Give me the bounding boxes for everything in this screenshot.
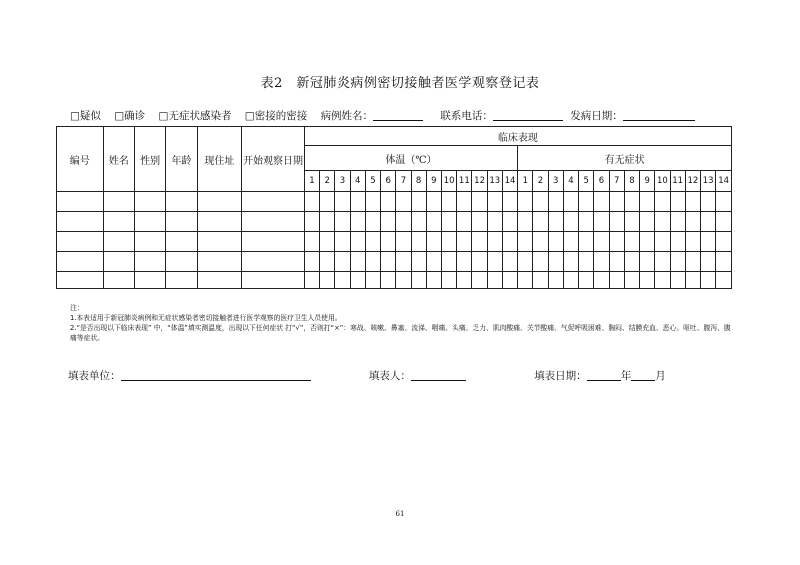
entry-cell[interactable]: [670, 272, 685, 289]
option-asymptomatic[interactable]: □无症状感染者: [158, 110, 232, 122]
entry-cell[interactable]: [197, 212, 242, 232]
entry-cell[interactable]: [533, 272, 548, 289]
entry-cell[interactable]: [609, 192, 624, 212]
entry-cell[interactable]: [242, 212, 305, 232]
entry-cell[interactable]: [655, 192, 670, 212]
entry-cell[interactable]: [197, 272, 242, 289]
phone-field[interactable]: [493, 120, 563, 121]
entry-cell[interactable]: [563, 272, 578, 289]
entry-cell[interactable]: [350, 252, 365, 272]
entry-cell[interactable]: [166, 192, 197, 212]
entry-cell[interactable]: [594, 192, 609, 212]
entry-cell[interactable]: [411, 252, 426, 272]
entry-cell[interactable]: [411, 212, 426, 232]
entry-cell[interactable]: [134, 252, 165, 272]
observation-table: [56, 126, 732, 289]
entry-cell[interactable]: [670, 192, 685, 212]
entry-cell[interactable]: [685, 272, 700, 289]
entry-cell[interactable]: [716, 212, 732, 232]
entry-cell[interactable]: [441, 252, 456, 272]
entry-cell[interactable]: [533, 252, 548, 272]
entry-cell[interactable]: [134, 212, 165, 232]
entry-cell[interactable]: [624, 252, 639, 272]
note-1: 1.本表适用于新冠肺炎病例和无症状感染者密切接触者进行医学观察的医疗卫生人员使用。: [70, 314, 342, 322]
symptom-day-header: 13: [700, 171, 715, 192]
entry-cell[interactable]: [624, 232, 639, 252]
entry-cell[interactable]: [624, 212, 639, 232]
entry-cell[interactable]: [487, 232, 502, 252]
entry-cell[interactable]: [103, 272, 134, 289]
entry-cell[interactable]: [103, 192, 134, 212]
entry-cell[interactable]: [350, 272, 365, 289]
entry-cell[interactable]: [166, 232, 197, 252]
page-title: 表2 新冠肺炎病例密切接触者医学观察登记表: [260, 76, 540, 91]
entry-cell[interactable]: [487, 192, 502, 212]
entry-cell[interactable]: [441, 232, 456, 252]
header-id: 编号: [57, 127, 104, 192]
entry-cell[interactable]: [381, 212, 396, 232]
entry-cell[interactable]: [563, 232, 578, 252]
entry-cell[interactable]: [502, 192, 517, 212]
entry-cell[interactable]: [197, 192, 242, 212]
entry-cell[interactable]: [242, 192, 305, 212]
temp-day-header: 12: [472, 171, 487, 192]
entry-cell[interactable]: [670, 252, 685, 272]
entry-cell[interactable]: [304, 192, 319, 212]
entry-cell[interactable]: [365, 192, 380, 212]
entry-cell[interactable]: [594, 212, 609, 232]
table-row: [57, 272, 732, 289]
entry-cell[interactable]: [579, 252, 594, 272]
entry-cell[interactable]: [396, 272, 411, 289]
entry-cell[interactable]: [655, 272, 670, 289]
case-name-label: 病例姓名：: [320, 110, 374, 122]
entry-cell[interactable]: [700, 212, 715, 232]
entry-cell[interactable]: [396, 232, 411, 252]
entry-cell[interactable]: [242, 272, 305, 289]
entry-cell[interactable]: [594, 252, 609, 272]
entry-cell[interactable]: [594, 232, 609, 252]
entry-cell[interactable]: [655, 232, 670, 252]
temp-day-header: 10: [441, 171, 456, 192]
entry-cell[interactable]: [134, 232, 165, 252]
entry-cell[interactable]: [411, 232, 426, 252]
table-row: [57, 252, 732, 272]
entry-cell[interactable]: [700, 272, 715, 289]
entry-cell[interactable]: [700, 232, 715, 252]
temp-day-header: 2: [320, 171, 335, 192]
entry-cell[interactable]: [548, 192, 563, 212]
entry-cell[interactable]: [411, 272, 426, 289]
temp-day-header: 5: [365, 171, 380, 192]
phone-label: 联系电话：: [440, 110, 493, 122]
entry-cell[interactable]: [320, 252, 335, 272]
entry-cell[interactable]: [57, 272, 104, 289]
temp-day-header: 14: [502, 171, 517, 192]
entry-cell[interactable]: [716, 272, 732, 289]
entry-cell[interactable]: [563, 192, 578, 212]
entry-cell[interactable]: [563, 252, 578, 272]
entry-cell[interactable]: [350, 232, 365, 252]
entry-cell[interactable]: [335, 212, 350, 232]
temp-day-header: 7: [396, 171, 411, 192]
entry-cell[interactable]: [304, 272, 319, 289]
temp-day-header: 9: [426, 171, 441, 192]
entry-cell[interactable]: [685, 192, 700, 212]
entry-cell[interactable]: [426, 192, 441, 212]
entry-cell[interactable]: [563, 212, 578, 232]
temp-day-header: 6: [381, 171, 396, 192]
entry-cell[interactable]: [166, 272, 197, 289]
header-gender: 性别: [134, 127, 165, 192]
entry-cell[interactable]: [441, 272, 456, 289]
entry-cell[interactable]: [441, 192, 456, 212]
entry-cell[interactable]: [609, 232, 624, 252]
entry-cell[interactable]: [457, 272, 472, 289]
entry-cell[interactable]: [457, 192, 472, 212]
entry-cell[interactable]: [320, 272, 335, 289]
temp-day-header: 13: [487, 171, 502, 192]
entry-cell[interactable]: [579, 272, 594, 289]
entry-cell[interactable]: [700, 252, 715, 272]
header-clinical: 临床表现: [304, 127, 731, 146]
entry-cell[interactable]: [472, 192, 487, 212]
entry-cell[interactable]: [396, 212, 411, 232]
entry-cell[interactable]: [533, 192, 548, 212]
entry-cell[interactable]: [548, 252, 563, 272]
entry-cell[interactable]: [457, 252, 472, 272]
entry-cell[interactable]: [472, 252, 487, 272]
entry-cell[interactable]: [716, 232, 732, 252]
entry-cell[interactable]: [533, 212, 548, 232]
page-number: 61: [395, 510, 405, 518]
entry-cell[interactable]: [579, 232, 594, 252]
entry-cell[interactable]: [166, 212, 197, 232]
person-label: 填表人：: [368, 370, 411, 382]
temp-day-header: 11: [457, 171, 472, 192]
entry-cell[interactable]: [472, 232, 487, 252]
entry-cell[interactable]: [502, 232, 517, 252]
notes: [70, 303, 735, 343]
entry-cell[interactable]: [320, 192, 335, 212]
entry-cell[interactable]: [548, 212, 563, 232]
entry-cell[interactable]: [320, 212, 335, 232]
option-row: [70, 108, 740, 123]
entry-cell[interactable]: [381, 232, 396, 252]
entry-cell[interactable]: [640, 272, 655, 289]
entry-cell[interactable]: [640, 212, 655, 232]
entry-cell[interactable]: [426, 272, 441, 289]
entry-cell[interactable]: [242, 232, 305, 252]
entry-cell[interactable]: [472, 212, 487, 232]
header-temperature: 体温（℃）: [304, 146, 517, 171]
entry-cell[interactable]: [502, 272, 517, 289]
entry-cell[interactable]: [304, 232, 319, 252]
entry-cell[interactable]: [487, 252, 502, 272]
entry-cell[interactable]: [518, 192, 533, 212]
header-address: 现住址: [197, 127, 242, 192]
entry-cell[interactable]: [700, 192, 715, 212]
entry-cell[interactable]: [197, 232, 242, 252]
entry-cell[interactable]: [624, 272, 639, 289]
entry-cell[interactable]: [518, 232, 533, 252]
entry-cell[interactable]: [609, 212, 624, 232]
symptom-day-header: 7: [609, 171, 624, 192]
entry-cell[interactable]: [457, 212, 472, 232]
entry-cell[interactable]: [640, 192, 655, 212]
entry-cell[interactable]: [640, 252, 655, 272]
entry-cell[interactable]: [472, 272, 487, 289]
note-2: 2.“是否出现以下临床表现” 中，“体温”填实测温度，出现以下任何症状 打“√”，否则打“×”：寒战、咳嗽、鼻塞、流涕、咽痛、头痛、乏力、肌肉酸痛、关节酸痛、气促呼吸困难、胸闷、结膜充血、恶心、呕吐、腹泻、腹痛等症状。: [70, 324, 731, 342]
entry-cell[interactable]: [396, 192, 411, 212]
option-secondary-contact[interactable]: □密接的密接: [244, 110, 308, 122]
entry-cell[interactable]: [57, 252, 104, 272]
entry-cell[interactable]: [426, 232, 441, 252]
month-field[interactable]: [631, 380, 655, 381]
entry-cell[interactable]: [655, 212, 670, 232]
entry-cell[interactable]: [716, 192, 732, 212]
entry-cell[interactable]: [426, 212, 441, 232]
entry-cell[interactable]: [57, 192, 104, 212]
entry-cell[interactable]: [426, 252, 441, 272]
entry-cell[interactable]: [320, 232, 335, 252]
entry-cell[interactable]: [716, 252, 732, 272]
header-start-date: 开始观察日期: [242, 127, 305, 192]
entry-cell[interactable]: [57, 212, 104, 232]
entry-cell[interactable]: [518, 252, 533, 272]
entry-cell[interactable]: [579, 192, 594, 212]
case-name-field[interactable]: [373, 120, 423, 121]
entry-cell[interactable]: [350, 192, 365, 212]
table-row: [57, 192, 732, 212]
entry-cell[interactable]: [365, 272, 380, 289]
entry-cell[interactable]: [365, 212, 380, 232]
entry-cell[interactable]: [335, 272, 350, 289]
entry-cell[interactable]: [381, 272, 396, 289]
entry-cell[interactable]: [487, 272, 502, 289]
entry-cell[interactable]: [533, 232, 548, 252]
entry-cell[interactable]: [594, 272, 609, 289]
entry-cell[interactable]: [457, 232, 472, 252]
symptom-day-header: 10: [655, 171, 670, 192]
entry-cell[interactable]: [166, 252, 197, 272]
year-label: 年: [620, 370, 632, 382]
entry-cell[interactable]: [103, 212, 134, 232]
year-field[interactable]: [587, 380, 621, 381]
entry-cell[interactable]: [670, 212, 685, 232]
table-row: [57, 212, 732, 232]
unit-label: 填表单位：: [68, 370, 121, 382]
month-label: 月: [655, 370, 666, 382]
note-heading: 注：: [70, 304, 84, 312]
entry-cell[interactable]: [304, 252, 319, 272]
entry-cell[interactable]: [518, 212, 533, 232]
entry-cell[interactable]: [57, 232, 104, 252]
temp-day-header: 3: [335, 171, 350, 192]
header-symptom: 有无症状: [518, 146, 732, 171]
symptom-day-header: 5: [579, 171, 594, 192]
entry-cell[interactable]: [685, 212, 700, 232]
entry-cell[interactable]: [441, 212, 456, 232]
symptom-day-header: 12: [685, 171, 700, 192]
header-name: 姓名: [103, 127, 134, 192]
entry-cell[interactable]: [518, 272, 533, 289]
symptom-day-header: 1: [518, 171, 533, 192]
symptom-day-header: 4: [563, 171, 578, 192]
entry-cell[interactable]: [365, 232, 380, 252]
symptom-day-header: 6: [594, 171, 609, 192]
symptom-day-header: 2: [533, 171, 548, 192]
onset-date-field[interactable]: [623, 120, 695, 121]
entry-cell[interactable]: [502, 252, 517, 272]
entry-cell[interactable]: [396, 252, 411, 272]
entry-cell[interactable]: [335, 192, 350, 212]
entry-cell[interactable]: [487, 212, 502, 232]
entry-cell[interactable]: [304, 212, 319, 232]
entry-cell[interactable]: [411, 192, 426, 212]
date-label: 填表日期：: [534, 370, 587, 382]
onset-date-label: 发病日期：: [570, 110, 623, 122]
option-confirmed[interactable]: □确诊: [114, 110, 146, 122]
entry-cell[interactable]: [381, 192, 396, 212]
entry-cell[interactable]: [197, 252, 242, 272]
unit-field[interactable]: [121, 380, 311, 381]
table-row: [57, 232, 732, 252]
entry-cell[interactable]: [548, 232, 563, 252]
entry-cell[interactable]: [685, 252, 700, 272]
entry-cell[interactable]: [103, 232, 134, 252]
entry-cell[interactable]: [335, 232, 350, 252]
entry-cell[interactable]: [103, 252, 134, 272]
entry-cell[interactable]: [579, 212, 594, 232]
entry-cell[interactable]: [365, 252, 380, 272]
entry-cell[interactable]: [609, 252, 624, 272]
symptom-day-header: 11: [670, 171, 685, 192]
entry-cell[interactable]: [548, 272, 563, 289]
entry-cell[interactable]: [502, 212, 517, 232]
entry-cell[interactable]: [670, 232, 685, 252]
entry-cell[interactable]: [381, 252, 396, 272]
symptom-day-header: 14: [716, 171, 732, 192]
entry-cell[interactable]: [640, 232, 655, 252]
entry-cell[interactable]: [335, 252, 350, 272]
entry-cell[interactable]: [350, 212, 365, 232]
entry-cell[interactable]: [655, 252, 670, 272]
person-field[interactable]: [411, 380, 466, 381]
option-suspected[interactable]: □疑似: [70, 110, 101, 122]
symptom-day-header: 3: [548, 171, 563, 192]
entry-cell[interactable]: [685, 232, 700, 252]
symptom-day-header: 8: [624, 171, 639, 192]
footer-row: [68, 368, 748, 383]
temp-day-header: 4: [350, 171, 365, 192]
temp-day-header: 8: [411, 171, 426, 192]
entry-cell[interactable]: [624, 192, 639, 212]
entry-cell[interactable]: [609, 272, 624, 289]
entry-cell[interactable]: [134, 192, 165, 212]
entry-cell[interactable]: [242, 252, 305, 272]
temp-day-header: 1: [304, 171, 319, 192]
entry-cell[interactable]: [134, 272, 165, 289]
symptom-day-header: 9: [640, 171, 655, 192]
header-age: 年龄: [166, 127, 197, 192]
